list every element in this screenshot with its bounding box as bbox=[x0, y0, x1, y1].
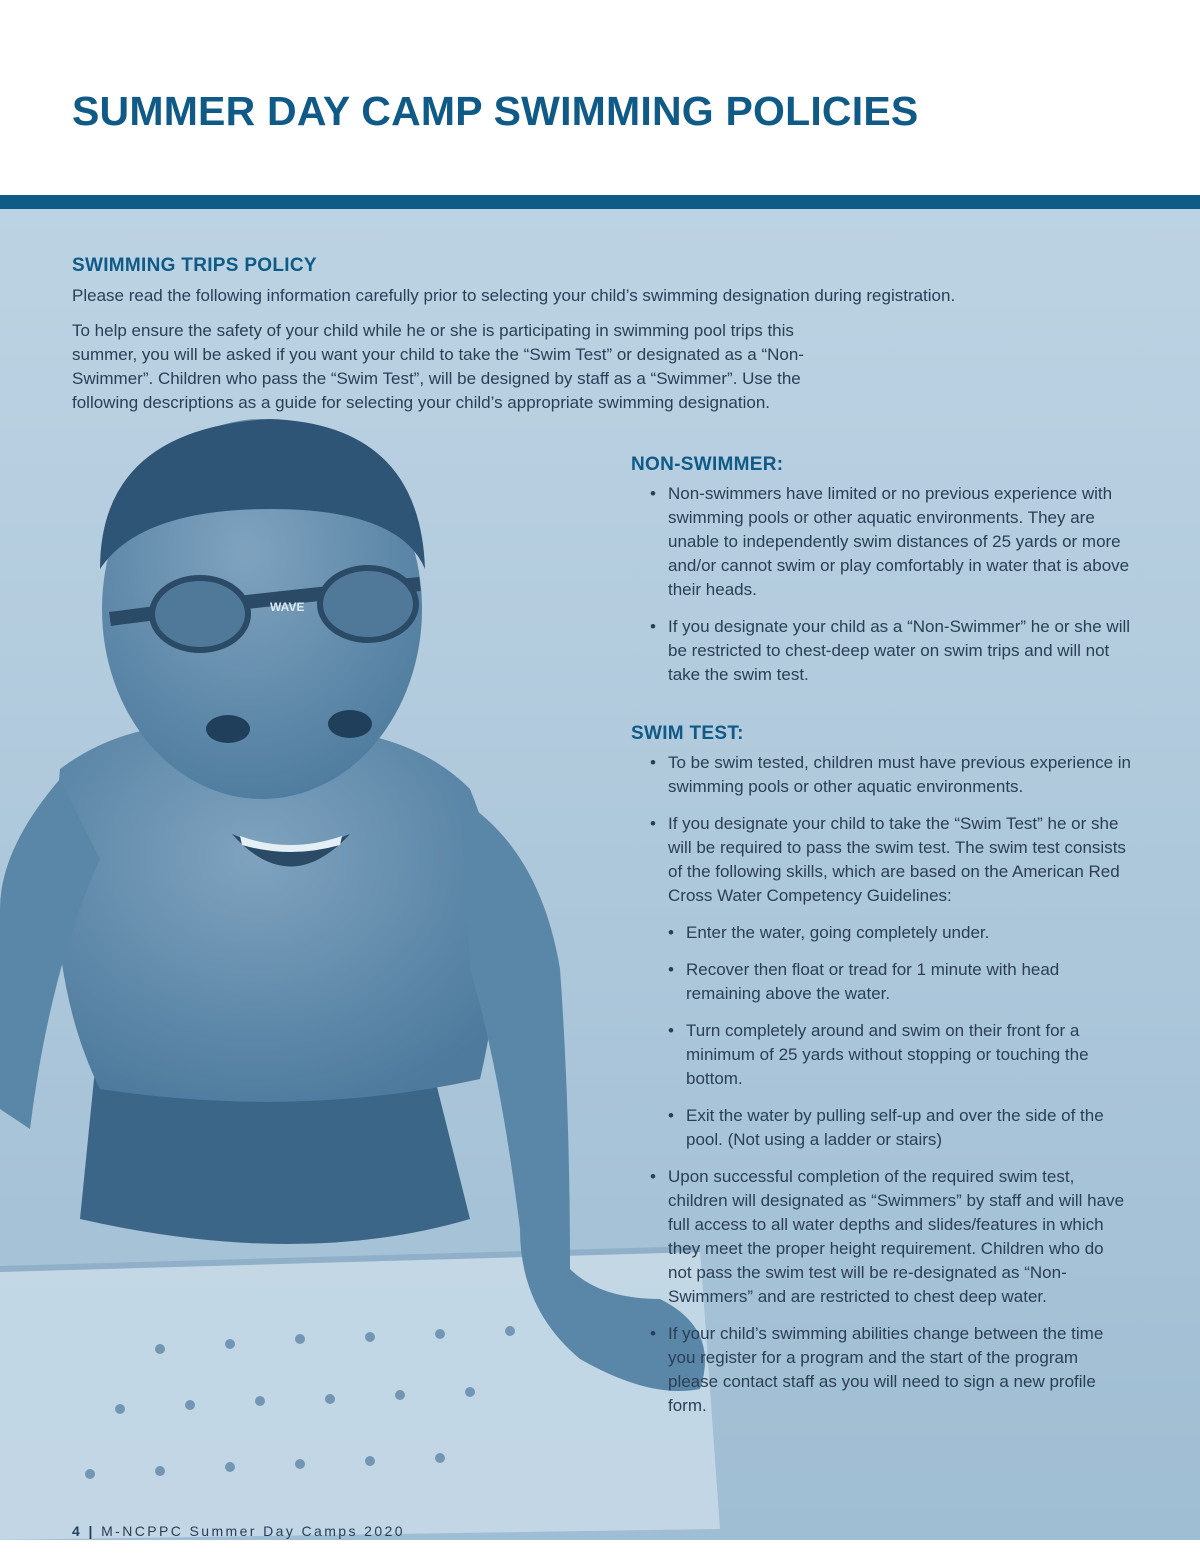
list-item: • If your child’s swimming abilities change between the time you register for a program and the start of the program please contact staff as you will need to sign a new profile form. bbox=[650, 1324, 1104, 1415]
bullet-icon: • bbox=[668, 1106, 674, 1125]
bullet-icon: • bbox=[650, 1324, 656, 1343]
swim-test-list bbox=[631, 751, 1131, 1431]
header-rule bbox=[0, 195, 1200, 209]
content-panel bbox=[0, 209, 1200, 1540]
trips-policy-line: To help ensure the safety of your child while he or she is participating in swimming pool trips this bbox=[72, 321, 794, 340]
bullet-icon: • bbox=[650, 753, 656, 772]
skill-item: • Exit the water by pulling self-up and over the side of the pool. (Not using a ladder or stairs) bbox=[668, 1106, 1104, 1149]
list-item: • To be swim tested, children must have previous experience in swimming pools or other aquatic environments. bbox=[650, 753, 1132, 796]
skill-item: • Enter the water, going completely under. bbox=[649, 921, 1131, 945]
skill-item: • Recover then float or tread for 1 minute with head remaining above the water. bbox=[668, 960, 1060, 1003]
skill-item: • Turn completely around and swim on their front for a minimum of 25 yards without stopping or touching the bottom. bbox=[668, 1021, 1089, 1088]
trips-policy-intro: Please read the following information carefully prior to selecting your child’s swimming designation during registration. bbox=[72, 286, 956, 305]
page-footer bbox=[72, 1523, 405, 1539]
swim-test-skills bbox=[649, 921, 1131, 1152]
bullet-icon: • bbox=[650, 484, 656, 503]
list-item: • If you designate your child as a “Non-Swimmer” he or she will be restricted to chest-deep water on swim trips and will not take the swim test. bbox=[650, 617, 1131, 684]
bullet-icon: • bbox=[668, 1021, 674, 1040]
bullet-icon: • bbox=[668, 960, 674, 979]
footer-separator: | bbox=[88, 1523, 95, 1539]
list-item: • Upon successful completion of the required swim test, children will designated as “Swimmers” by staff and will have full access to all water depths and slides/features in which they meet the proper height requirement. Children who do not pass the swim test will be re-designated as “Non-Swimmers” and are restricted to chest deep water. bbox=[650, 1167, 1125, 1306]
trips-policy-line: Swimmer”. Children who pass the “Swim Test”, will be designed by staff as a “Swimmer”. Use the bbox=[72, 369, 801, 388]
non-swimmer-list bbox=[631, 482, 1131, 700]
trips-policy-line: summer, you will be asked if you want your child to take the “Swim Test” or designated as a “Non- bbox=[72, 345, 804, 364]
trips-policy-heading: SWIMMING TRIPS POLICY bbox=[72, 255, 317, 276]
list-item: • If you designate your child to take the “Swim Test” he or she will be required to pass the swim test. The swim test consists of the following skills, which are based on the American Red Cross Water Competency Guidelines: • Enter the water, going completely under. • Recover then float or tread for 1 minute with head remaining above the water. • Turn completely around and swim on their front for a minimum of 25 yards without stopping or touching the bottom. • Exit the water by pulling self-up and over the side of the pool. (Not using a ladder or stairs) bbox=[631, 812, 1131, 1152]
bullet-icon: • bbox=[650, 617, 656, 636]
list-item: • Non-swimmers have limited or no previous experience with swimming pools or other aquatic environments. They are unable to independently swim distances of 25 yards or more and/or cannot swim or play comfortably in water that is above their heads. bbox=[650, 484, 1130, 599]
non-swimmer-heading: NON-SWIMMER: bbox=[631, 454, 784, 475]
trips-policy-line: following descriptions as a guide for selecting your child’s appropriate swimming designation. bbox=[72, 393, 771, 412]
page-title: SUMMER DAY CAMP SWIMMING POLICIES bbox=[72, 88, 919, 134]
publication-name: M-NCPPC Summer Day Camps 2020 bbox=[101, 1523, 405, 1539]
bullet-icon: • bbox=[650, 814, 656, 833]
bullet-icon: • bbox=[650, 1167, 656, 1186]
goggles-brand: WAVE bbox=[270, 600, 305, 614]
swim-test-heading: SWIM TEST: bbox=[631, 723, 744, 744]
trips-policy-paragraph bbox=[72, 319, 912, 415]
page-number: 4 bbox=[72, 1523, 83, 1539]
bullet-icon: • bbox=[668, 923, 674, 942]
